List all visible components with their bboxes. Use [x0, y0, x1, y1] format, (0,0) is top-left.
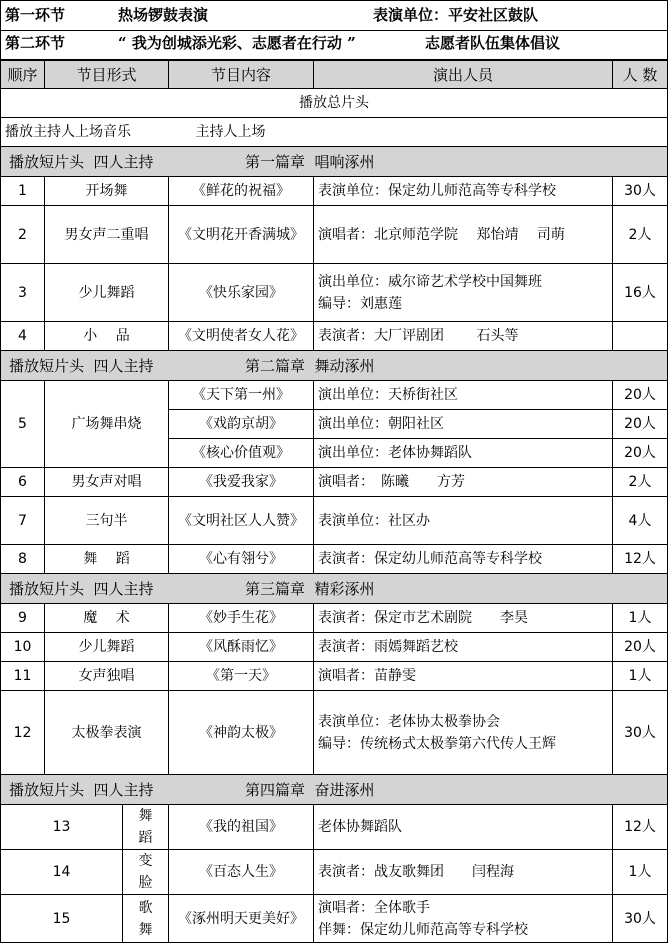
program-no: 13 [1, 805, 123, 850]
program-row-10 [1, 633, 668, 662]
program-content: 《天下第一州》 [169, 381, 314, 410]
program-form: 广场舞串烧 [45, 381, 169, 468]
program-performer: 演唱者：苗静雯 [314, 662, 613, 691]
program-performer: 表演者：大厂评剧团 石头等 [314, 322, 613, 351]
program-row-4 [1, 322, 668, 351]
program-performer: 表演者：保定幼儿师范高等专科学校 [314, 545, 613, 574]
header-title-1: 热场锣鼓表演 [118, 6, 209, 24]
program-no: 2 [1, 206, 45, 264]
program-performer: 演出单位：天桥街社区 [314, 381, 613, 410]
program-row-11 [1, 662, 668, 691]
program-no: 5 [1, 381, 45, 468]
section-header [1, 775, 668, 805]
program-content: 《涿州明天更美好》 [169, 895, 314, 943]
program-form: 魔 术 [45, 604, 169, 633]
program-content: 《核心价值观》 [169, 439, 314, 468]
program-content: 《文明使者女人花》 [169, 322, 314, 351]
program-form: 女声独唱 [45, 662, 169, 691]
program-no: 10 [1, 633, 45, 662]
program-row-7 [1, 497, 668, 545]
program-count [613, 322, 668, 351]
program-count: 1人 [613, 662, 668, 691]
section-chapter: 第四篇章 奋进涿州 [245, 780, 375, 799]
program-performer: 演出单位：朝阳社区 [314, 410, 613, 439]
intro-play-row [1, 89, 668, 118]
program-row-5-1 [1, 381, 668, 410]
program-form: 太极拳表演 [45, 691, 169, 775]
host-enter: 主持人上场 [196, 118, 550, 147]
section-header [1, 351, 668, 381]
header-title-2: “ 我为创城添光彩、志愿者在行动 ” [118, 34, 356, 52]
program-performer: 表演者：雨嫣舞蹈艺校 [314, 633, 613, 662]
program-content: 《百态人生》 [169, 850, 314, 895]
program-count: 12人 [613, 545, 668, 574]
program-form: 舞 蹈 [45, 545, 169, 574]
section-row-3 [1, 574, 668, 604]
section-label: 播放短片头 四人主持 [9, 152, 154, 171]
program-performer: 表演单位：保定幼儿师范高等专科学校 [314, 177, 613, 206]
program-row-6 [1, 468, 668, 497]
program-content: 《我爱我家》 [169, 468, 314, 497]
program-count: 20人 [613, 633, 668, 662]
program-performer: 表演单位：老体协太极拳协会 编导：传统杨式太极拳第六代传人王辉 [314, 691, 613, 775]
program-count: 16人 [613, 264, 668, 322]
program-no: 3 [1, 264, 45, 322]
section-row-1 [1, 147, 668, 177]
program-content: 《文明社区人人赞》 [169, 497, 314, 545]
program-form: 三句半 [45, 497, 169, 545]
program-performer: 演唱者：北京师范学院 郑怡靖 司萌 [314, 206, 613, 264]
program-performer: 表演者：战友歌舞团 闫程海 [314, 850, 613, 895]
program-performer: 演唱者： 陈曦 方芳 [314, 468, 613, 497]
program-content: 《第一天》 [169, 662, 314, 691]
host-music: 播放主持人上场音乐 [1, 118, 314, 147]
program-content: 《风酥雨忆》 [169, 633, 314, 662]
program-count: 2人 [613, 206, 668, 264]
program-performer: 演唱者：全体歌手 伴舞：保定幼儿师范高等专科学校 [314, 895, 613, 943]
section-row-4 [1, 775, 668, 805]
program-content: 《文明花开香满城》 [169, 206, 314, 264]
program-count: 1人 [613, 850, 668, 895]
col-form: 节目形式 [45, 61, 169, 89]
program-row-2 [1, 206, 668, 264]
program-row-9 [1, 604, 668, 633]
program-form: 开场舞 [45, 177, 169, 206]
program-count: 20人 [613, 410, 668, 439]
program-content: 《妙手生花》 [169, 604, 314, 633]
header-part-2: 第二环节 [5, 34, 66, 52]
program-row-13 [1, 805, 668, 850]
program-performer: 老体协舞蹈队 [314, 805, 613, 850]
program-row-12 [1, 691, 668, 775]
section-chapter: 第二篇章 舞动涿州 [245, 356, 375, 375]
program-count: 2人 [613, 468, 668, 497]
col-performer: 演出人员 [314, 61, 613, 89]
program-table [0, 60, 668, 943]
program-content: 《鲜花的祝福》 [169, 177, 314, 206]
program-no: 9 [1, 604, 45, 633]
program-no: 1 [1, 177, 45, 206]
program-form: 男女声对唱 [45, 468, 169, 497]
program-count: 20人 [613, 439, 668, 468]
col-order: 顺序 [1, 61, 45, 89]
section-label: 播放短片头 四人主持 [9, 780, 154, 799]
program-no: 7 [1, 497, 45, 545]
program-row-1 [1, 177, 668, 206]
program-count: 30人 [613, 177, 668, 206]
play-title: 播放总片头 [1, 89, 668, 118]
section-label: 播放短片头 四人主持 [9, 356, 154, 375]
col-count: 人 数 [613, 61, 668, 89]
program-no: 4 [1, 322, 45, 351]
header-row-1 [0, 0, 668, 31]
program-no: 15 [1, 895, 123, 943]
program-form: 男女声二重唱 [45, 206, 169, 264]
program-row-8 [1, 545, 668, 574]
program-content: 《快乐家园》 [169, 264, 314, 322]
section-chapter: 第一篇章 唱响涿州 [245, 152, 375, 171]
program-content: 《神韵太极》 [169, 691, 314, 775]
program-count: 20人 [613, 381, 668, 410]
program-form: 少儿舞蹈 [45, 264, 169, 322]
section-chapter: 第三篇章 精彩涿州 [245, 579, 375, 598]
program-no: 14 [1, 850, 123, 895]
program-row-3 [1, 264, 668, 322]
intro-host-row [1, 118, 668, 147]
program-performer: 演出单位：老体协舞蹈队 [314, 439, 613, 468]
section-header [1, 147, 668, 177]
program-form: 变 脸 [123, 850, 169, 895]
program-performer: 演出单位：威尔谛艺术学校中国舞班 编导：刘惠莲 [314, 264, 613, 322]
program-count: 1人 [613, 604, 668, 633]
program-form: 舞 蹈 [123, 805, 169, 850]
program-no: 6 [1, 468, 45, 497]
program-form: 歌 舞 [123, 895, 169, 943]
program-count: 4人 [613, 497, 668, 545]
program-form: 小 品 [45, 322, 169, 351]
program-content: 《我的祖国》 [169, 805, 314, 850]
program-performer: 表演单位：社区办 [314, 497, 613, 545]
header-extra-2: 志愿者队伍集体倡议 [425, 34, 561, 52]
section-header [1, 574, 668, 604]
section-label: 播放短片头 四人主持 [9, 579, 154, 598]
program-content: 《心有翎兮》 [169, 545, 314, 574]
program-count: 30人 [613, 691, 668, 775]
program-no: 12 [1, 691, 45, 775]
section-row-2 [1, 351, 668, 381]
header-part-1: 第一环节 [5, 6, 66, 24]
program-count: 12人 [613, 805, 668, 850]
program-row-15 [1, 895, 668, 943]
col-content: 节目内容 [169, 61, 314, 89]
program-count: 30人 [613, 895, 668, 943]
program-content: 《戏韵京胡》 [169, 410, 314, 439]
program-row-14 [1, 850, 668, 895]
program-performer: 表演者：保定市艺术剧院 李昊 [314, 604, 613, 633]
column-header-row [1, 61, 668, 89]
program-no: 11 [1, 662, 45, 691]
header-unit-1: 表演单位：平安社区鼓队 [373, 6, 539, 24]
program-no: 8 [1, 545, 45, 574]
program-form: 少儿舞蹈 [45, 633, 169, 662]
header-row-2 [0, 29, 668, 60]
